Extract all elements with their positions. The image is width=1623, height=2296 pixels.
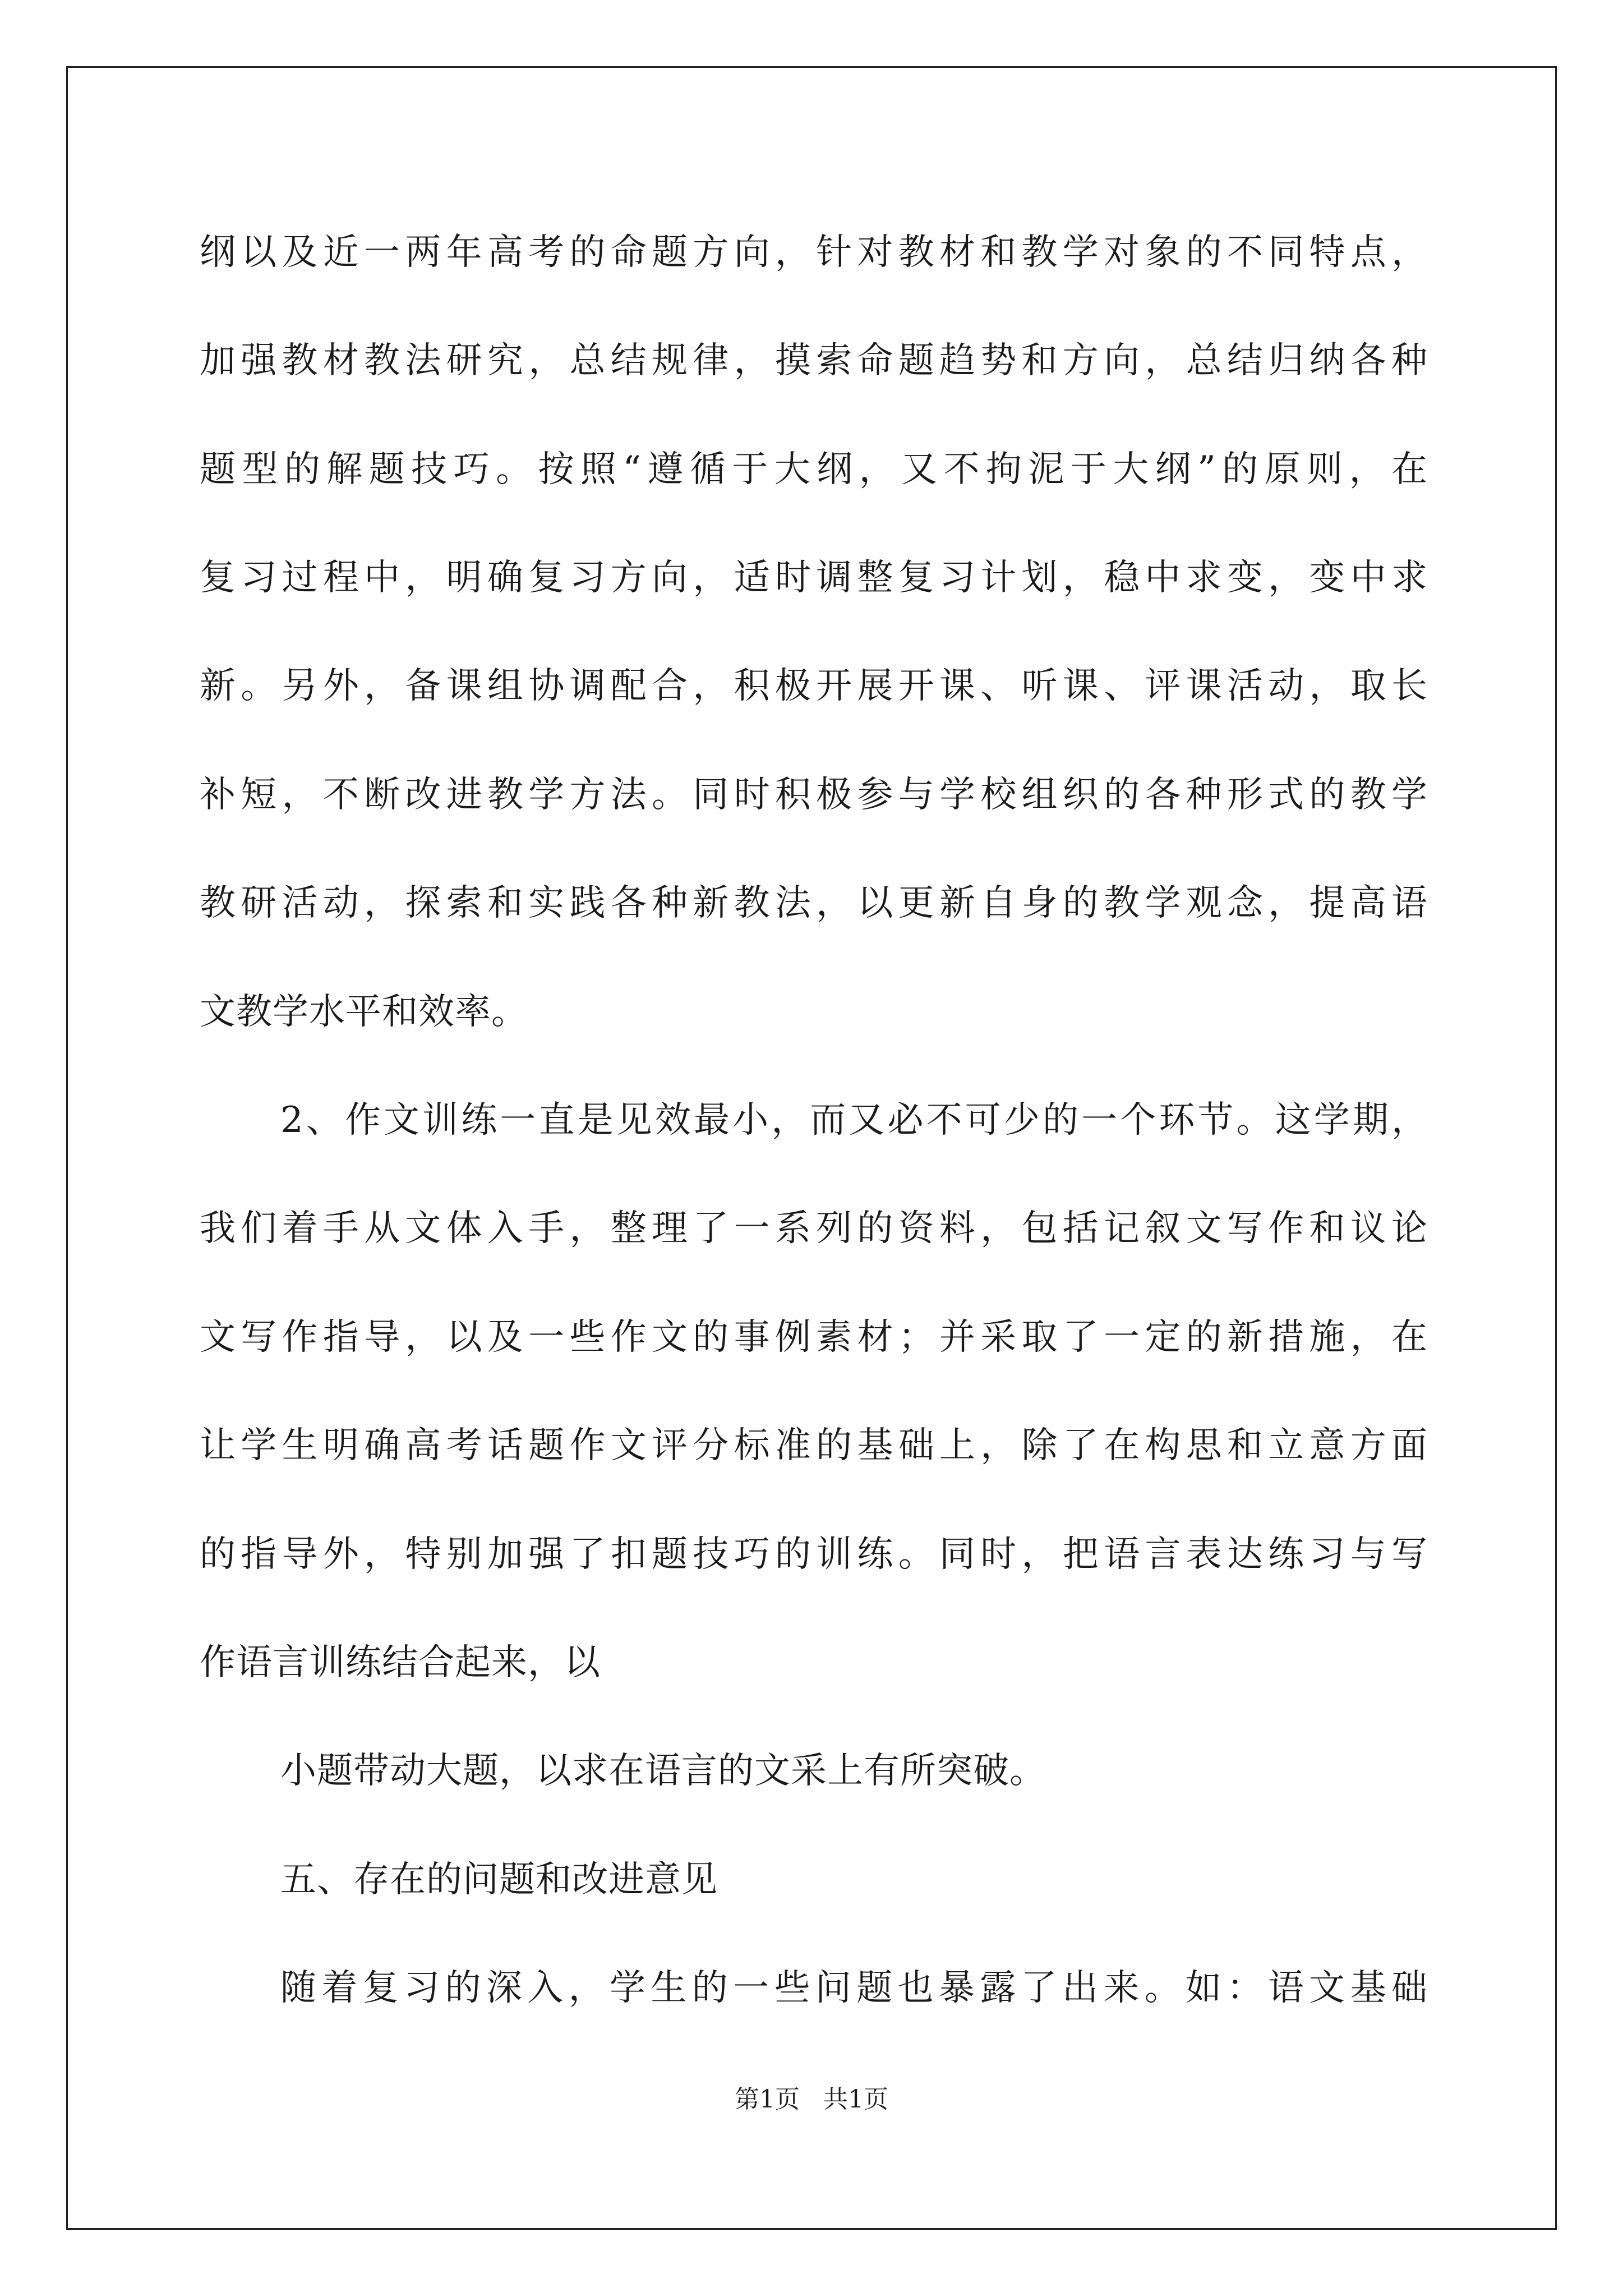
paragraph-line: 作语言训练结合起来，以 <box>200 1642 601 1683</box>
paragraph-line: 2、作文训练一直是见效最小，而又必不可少的一个环节。这学期， <box>280 1099 1428 1141</box>
paragraph-line: 的指导外，特别加强了扣题技巧的训练。同时，把语言表达练习与写 <box>200 1534 1428 1575</box>
section-heading: 五、存在的问题和改进意见 <box>280 1859 718 1901</box>
paragraph-line: 文教学水平和效率。 <box>200 991 528 1033</box>
paragraph-line: 文写作指导，以及一些作文的事例素材；并采取了一定的新措施，在 <box>200 1317 1428 1358</box>
paragraph-line: 补短，不断改进教学方法。同时积极参与学校组织的各种形式的教学 <box>200 774 1428 816</box>
paragraph-line: 复习过程中，明确复习方向，适时调整复习计划，稳中求变，变中求 <box>200 557 1428 599</box>
paragraph-line: 让学生明确高考话题作文评分标准的基础上，除了在构思和立意方面 <box>200 1425 1428 1466</box>
paragraph-line: 加强教材教法研究，总结规律，摸索命题趋势和方向，总结归纳各种 <box>200 340 1428 381</box>
paragraph-line: 题型的解题技巧。按照“遵循于大纲，又不拘泥于大纲”的原则，在 <box>200 449 1428 490</box>
page-footer <box>0 2084 1623 2115</box>
paragraph-line: 我们着手从文体入手，整理了一系列的资料，包括记叙文写作和议论 <box>200 1208 1428 1249</box>
page-number-current: 第1页 <box>735 2085 800 2114</box>
paragraph-line: 随着复习的深入，学生的一些问题也暴露了出来。如：语文基础 <box>280 1967 1428 2009</box>
paragraph-line: 教研活动，探索和实践各种新教法，以更新自身的教学观念，提高语 <box>200 882 1428 924</box>
paragraph-line: 新。另外，备课组协调配合，积极开展开课、听课、评课活动，取长 <box>200 665 1428 707</box>
page-number-total: 共1页 <box>823 2085 888 2114</box>
page-border <box>66 66 1557 2230</box>
paragraph-line: 小题带动大题，以求在语言的文采上有所突破。 <box>280 1750 1046 1792</box>
paragraph-line: 纲以及近一两年高考的命题方向，针对教材和教学对象的不同特点， <box>200 232 1428 273</box>
